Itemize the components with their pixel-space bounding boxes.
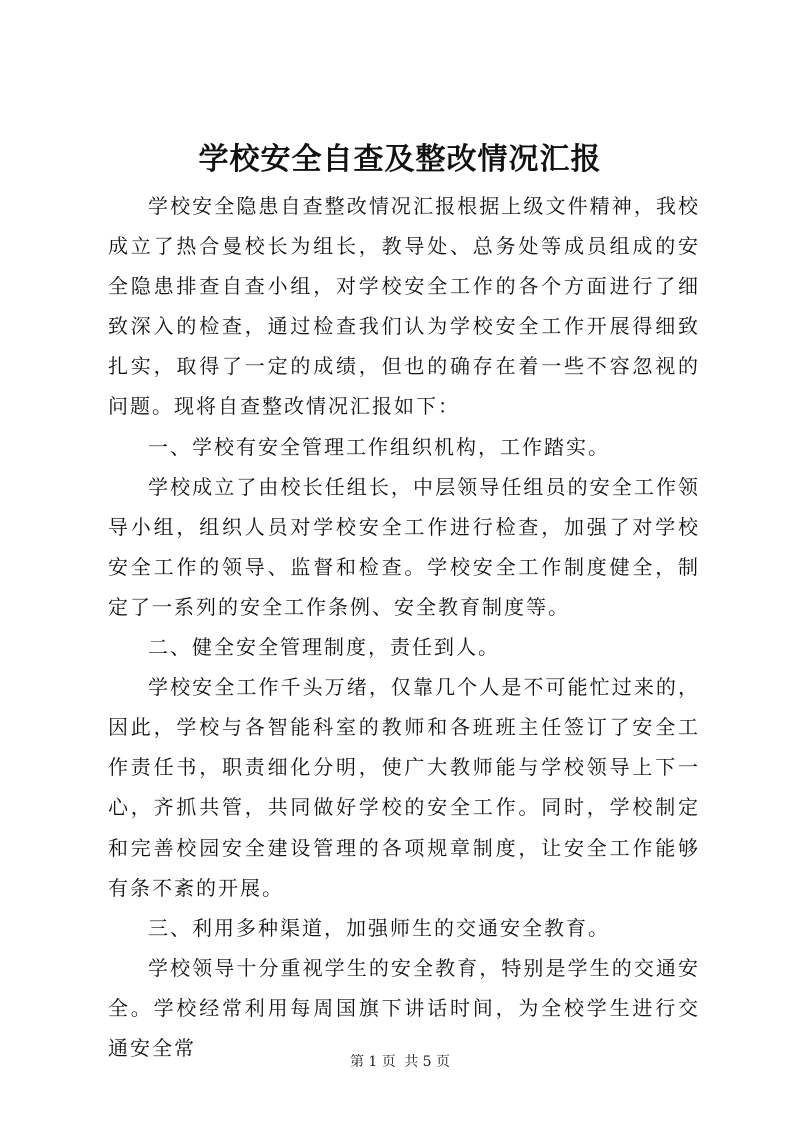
section-heading-1: 一、学校有安全管理工作组织机构，工作踏实。 bbox=[148, 434, 610, 459]
page-footer bbox=[0, 1052, 800, 1072]
paragraph-section-1: 学校成立了由校长任组长，中层领导任组员的安全工作领导小组，组织人员对学校安全工作进行检查，加强了对学校安全工作的领导、监督和检查。学校安全工作制度健全，制定了一系列的安全工作条例、安全教育制度等。 bbox=[108, 474, 700, 619]
page-number: 第 1 页 bbox=[349, 1054, 396, 1070]
document-body bbox=[108, 186, 700, 1068]
paragraph-intro: 学校安全隐患自查整改情况汇报根据上级文件精神，我校成立了热合曼校长为组长，教导处、总务处等成员组成的安全隐患排查自查小组，对学校安全工作的各个方面进行了细致深入的检查，通过检查我们认为学校安全工作开展得细致扎实，取得了一定的成绩，但也的确存在着一些不容忽视的问题。现将自查整改情况汇报如下： bbox=[108, 194, 700, 419]
document-title: 学校安全自查及整改情况汇报 bbox=[198, 142, 602, 177]
section-heading-2: 二、健全安全管理制度，责任到人。 bbox=[148, 635, 500, 660]
paragraph-section-3: 学校领导十分重视学生的安全教育，特别是学生的交通安全。学校经常利用每周国旗下讲话时间，为全校学生进行交通安全常 bbox=[108, 955, 700, 1060]
paragraph-section-2: 学校安全工作千头万绪，仅靠几个人是不可能忙过来的，因此，学校与各智能科室的教师和各班班主任签订了安全工作责任书，职责细化分明，使广大教师能与学校领导上下一心，齐抓共管，共同做好学校的安全工作。同时，学校制定和完善校园安全建设管理的各项规章制度，让安全工作能够有条不紊的开展。 bbox=[108, 675, 700, 900]
section-heading-3: 三、利用多种渠道，加强师生的交通安全教育。 bbox=[148, 915, 610, 940]
page-total: 共 5 页 bbox=[404, 1054, 451, 1070]
